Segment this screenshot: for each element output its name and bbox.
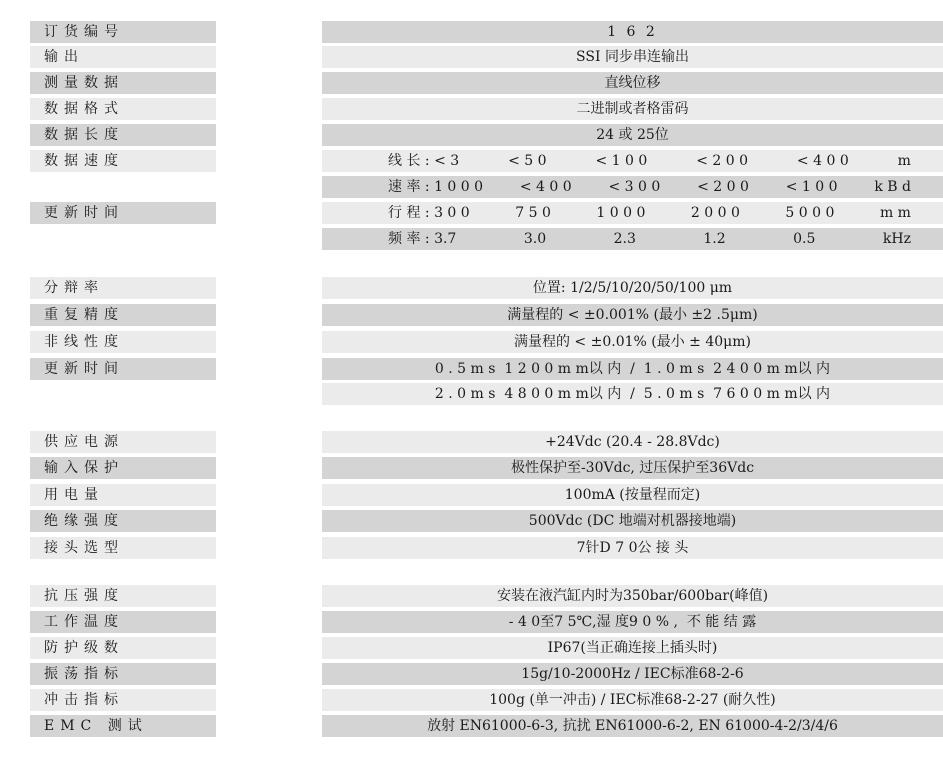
cell: 7 5 0 [515,205,551,221]
value-pressure: 安装在液汽缸内时为350bar/600bar(峰值) [322,585,943,607]
row-resolution [0,276,943,300]
label-update-time-2: 更新时间 [30,358,216,380]
cell: < 2 0 0 [696,153,748,169]
label-order-code: 订货编号 [30,21,216,43]
value-update-time-line1: 0 . 5 m s 1 2 0 0 m m以 内 / 1 . 0 m s 2 4 0 0 m m以 内 [322,358,943,380]
row-insulation [0,509,943,533]
row-input-protection [0,456,943,480]
row-temperature [0,610,943,634]
value-data-length: 24 或 25位 [322,124,943,146]
value-protection-class: IP67(当正确连接上插头时) [322,637,943,659]
row-connector [0,536,943,560]
cell: 5 0 0 0 [785,205,835,221]
cell: < 3 0 0 [608,179,661,195]
value-vibration: 15g/10-2000Hz / IEC标准68-2-6 [322,663,943,685]
label-power-supply: 供应电源 [30,431,216,453]
label-emc: EMC 测试 [30,715,216,737]
value-temperature: - 4 0至7 5℃,湿 度9 0 % , 不 能 结 露 [322,611,943,633]
cell: 0.5 [793,231,816,247]
row-update-stroke [0,201,943,225]
row-update-time-2b [0,382,943,406]
row-order-code [0,20,943,44]
cell: 行 程 : 3 0 0 [388,205,470,221]
cell: 速 率 : 1 0 0 0 [388,179,484,195]
value-current-draw: 100mA (按量程而定) [322,484,943,506]
value-output: SSI 同步串连输出 [322,46,943,68]
label-nonlinearity: 非线性度 [30,331,216,353]
row-emc [0,714,943,738]
value-insulation: 500Vdc (DC 地端对机器接地端) [322,510,943,532]
value-resolution: 位置: 1/2/5/10/20/50/100 μm [322,277,943,299]
value-order-code: 1 6 2 [322,21,943,43]
label-repeatability: 重复精度 [30,304,216,326]
cell: k B d [874,179,911,195]
cell: 2 0 0 0 [690,205,740,221]
value-input-protection: 极性保护至-30Vdc, 过压保护至36Vdc [322,457,943,479]
row-measure-data [0,71,943,95]
row-shock [0,688,943,712]
cell: 1.2 [703,231,726,247]
cell: m m [879,205,911,221]
cell: < 1 0 0 [785,179,838,195]
row-repeatability [0,303,943,327]
cell: 2.3 [613,231,636,247]
label-update-time: 更新时间 [30,202,216,224]
row-data-length [0,123,943,147]
cell: < 1 0 0 [595,153,648,169]
cell: m [897,153,911,169]
row-protection-class [0,636,943,660]
label-vibration: 振荡指标 [30,663,216,685]
row-nonlinearity [0,330,943,354]
row-data-format [0,97,943,121]
cell: < 2 0 0 [697,179,749,195]
value-power-supply: +24Vdc (20.4 - 28.8Vdc) [322,431,943,453]
row-update-time-2 [0,357,943,381]
value-rate [322,176,943,198]
label-pressure: 抗压强度 [30,585,216,607]
value-shock: 100g (单一冲击) / IEC标准68-2-27 (耐久性) [322,689,943,711]
cell: 线 长 : < 3 [388,153,460,169]
row-output [0,45,943,69]
label-shock: 冲击指标 [30,689,216,711]
label-current-draw: 用电量 [30,484,216,506]
label-connector: 接头选型 [30,537,216,559]
cell: 频 率 : 3.7 [388,231,457,247]
cell: < 4 0 0 [796,153,849,169]
value-frequency [322,228,943,250]
cell: < 5 0 [508,153,547,169]
row-pressure [0,584,943,608]
value-repeatability: 满量程的 < ±0.001% (最小 ±2 .5μm) [322,304,943,326]
label-data-format: 数据格式 [30,98,216,120]
label-insulation: 绝缘强度 [30,510,216,532]
cell: kHz [882,231,911,247]
row-power-supply [0,430,943,454]
label-output: 输出 [30,46,216,68]
label-data-length: 数据长度 [30,124,216,146]
label-input-protection: 输入保护 [30,457,216,479]
value-update-time-line2: 2 . 0 m s 4 8 0 0 m m以 内 / 5 . 0 m s 7 6 0 0 m m以 内 [322,383,943,405]
value-nonlinearity: 满量程的 < ±0.01% (最小 ± 40μm) [322,331,943,353]
label-data-speed: 数据速度 [30,150,216,172]
cell: 3.0 [523,231,547,247]
row-vibration [0,662,943,686]
value-stroke [322,202,943,224]
value-data-format: 二进制或者格雷码 [322,98,943,120]
row-current-draw [0,483,943,507]
row-data-speed-length [0,149,943,173]
value-line-length [322,150,943,172]
label-resolution: 分辩率 [30,277,216,299]
label-temperature: 工作温度 [30,611,216,633]
row-update-frequency [0,227,943,251]
value-connector: 7针D 7 0公 接 头 [322,537,943,559]
cell: 1 0 0 0 [596,205,646,221]
row-data-speed-rate [0,175,943,199]
value-measure-data: 直线位移 [322,72,943,94]
value-emc: 放射 EN61000-6-3, 抗扰 EN61000-6-2, EN 61000-4-2/3/4/6 [322,715,943,737]
label-measure-data: 测量数据 [30,72,216,94]
label-protection-class: 防护级数 [30,637,216,659]
cell: < 4 0 0 [519,179,572,195]
